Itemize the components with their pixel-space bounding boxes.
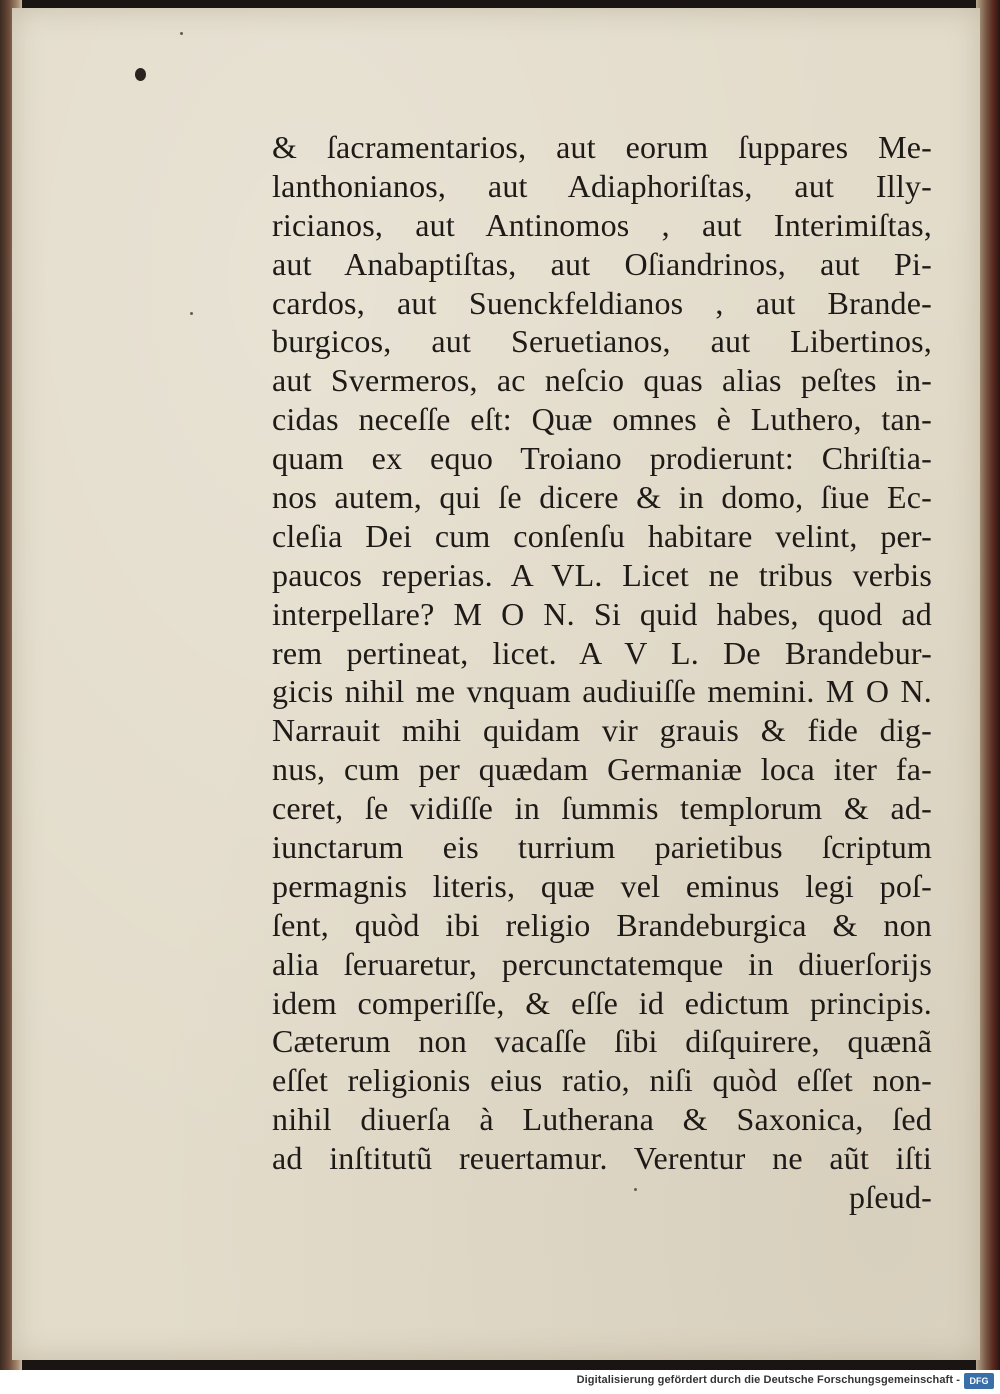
text-line: iunctarum eis turrium parietibus ſcriptum bbox=[272, 829, 932, 866]
text-line: nos autem, qui ſe dicere & in domo, ſiue Ec- bbox=[272, 479, 932, 516]
text-line: paucos reperias. A VL. Licet ne tribus verbis bbox=[272, 556, 932, 593]
text-line: Narrauit mihi quidam vir grauis & fide dig- bbox=[272, 712, 932, 749]
page-text bbox=[272, 128, 932, 1217]
text-line: lanthonianos, aut Adiaphoriſtas, aut Illy- bbox=[272, 167, 932, 204]
text-line: eſſet religionis eius ratio, niſi quòd eſſet non- bbox=[272, 1062, 932, 1099]
text-line: ſent, quòd ibi religio Brandeburgica & non bbox=[272, 906, 932, 943]
footer-bar bbox=[0, 1370, 1000, 1394]
text-line: interpellare? M O N. Si quid habes, quod ad bbox=[272, 595, 932, 632]
text-line: cardos, aut Suenckfeldianos , aut Brande- bbox=[272, 284, 932, 321]
text-line: permagnis literis, quæ vel eminus legi poſ- bbox=[272, 867, 932, 904]
text-line: ricianos, aut Antinomos , aut Interimiſtas, bbox=[272, 206, 932, 243]
dfg-logo-icon: DFG bbox=[964, 1373, 994, 1389]
ink-blot-icon bbox=[135, 68, 146, 81]
text-line: alia ſeruaretur, percunctatemque in diuerſorijs bbox=[272, 945, 932, 982]
text-line: ad inſtitutũ reuertamur. Verentur ne aũt iſti bbox=[272, 1140, 932, 1177]
text-line: nihil diuerſa à Lutherana & Saxonica, ſed bbox=[272, 1101, 932, 1138]
text-line: cleſia Dei cum conſenſu habitare velint, per- bbox=[272, 517, 932, 554]
text-line: idem comperiſſe, & eſſe id edictum principis. bbox=[272, 984, 932, 1021]
text-line: cidas neceſſe eſt: Quæ omnes è Luthero, tan- bbox=[272, 401, 932, 438]
footer-credit: Digitalisierung gefördert durch die Deutsche Forschungsgemeinschaft - bbox=[576, 1374, 960, 1386]
ink-speck-icon bbox=[190, 312, 193, 315]
text-line: ceret, ſe vidiſſe in ſummis templorum & ad- bbox=[272, 790, 932, 827]
catchword: pſeud- bbox=[849, 1179, 932, 1216]
text-line: burgicos, aut Seruetianos, aut Libertinos, bbox=[272, 323, 932, 360]
text-line: quam ex equo Troiano prodierunt: Chriſtia- bbox=[272, 440, 932, 477]
text-line: gicis nihil me vnquam audiuiſſe memini. M O N. bbox=[272, 673, 932, 710]
text-line: rem pertineat, licet. A V L. De Brandebur- bbox=[272, 634, 932, 671]
text-line: aut Anabaptiſtas, aut Oſiandrinos, aut Pi- bbox=[272, 245, 932, 282]
text-line: nus, cum per quædam Germaniæ loca iter fa- bbox=[272, 751, 932, 788]
text-line: & ſacramentarios, aut eorum ſuppares Me- bbox=[272, 129, 932, 165]
text-line: aut Svermeros, ac neſcio quas alias peſtes in- bbox=[272, 362, 932, 399]
text-line: Cæterum non vacaſſe ſibi diſquirere, quænã bbox=[272, 1023, 932, 1060]
ink-speck-icon bbox=[180, 32, 183, 35]
